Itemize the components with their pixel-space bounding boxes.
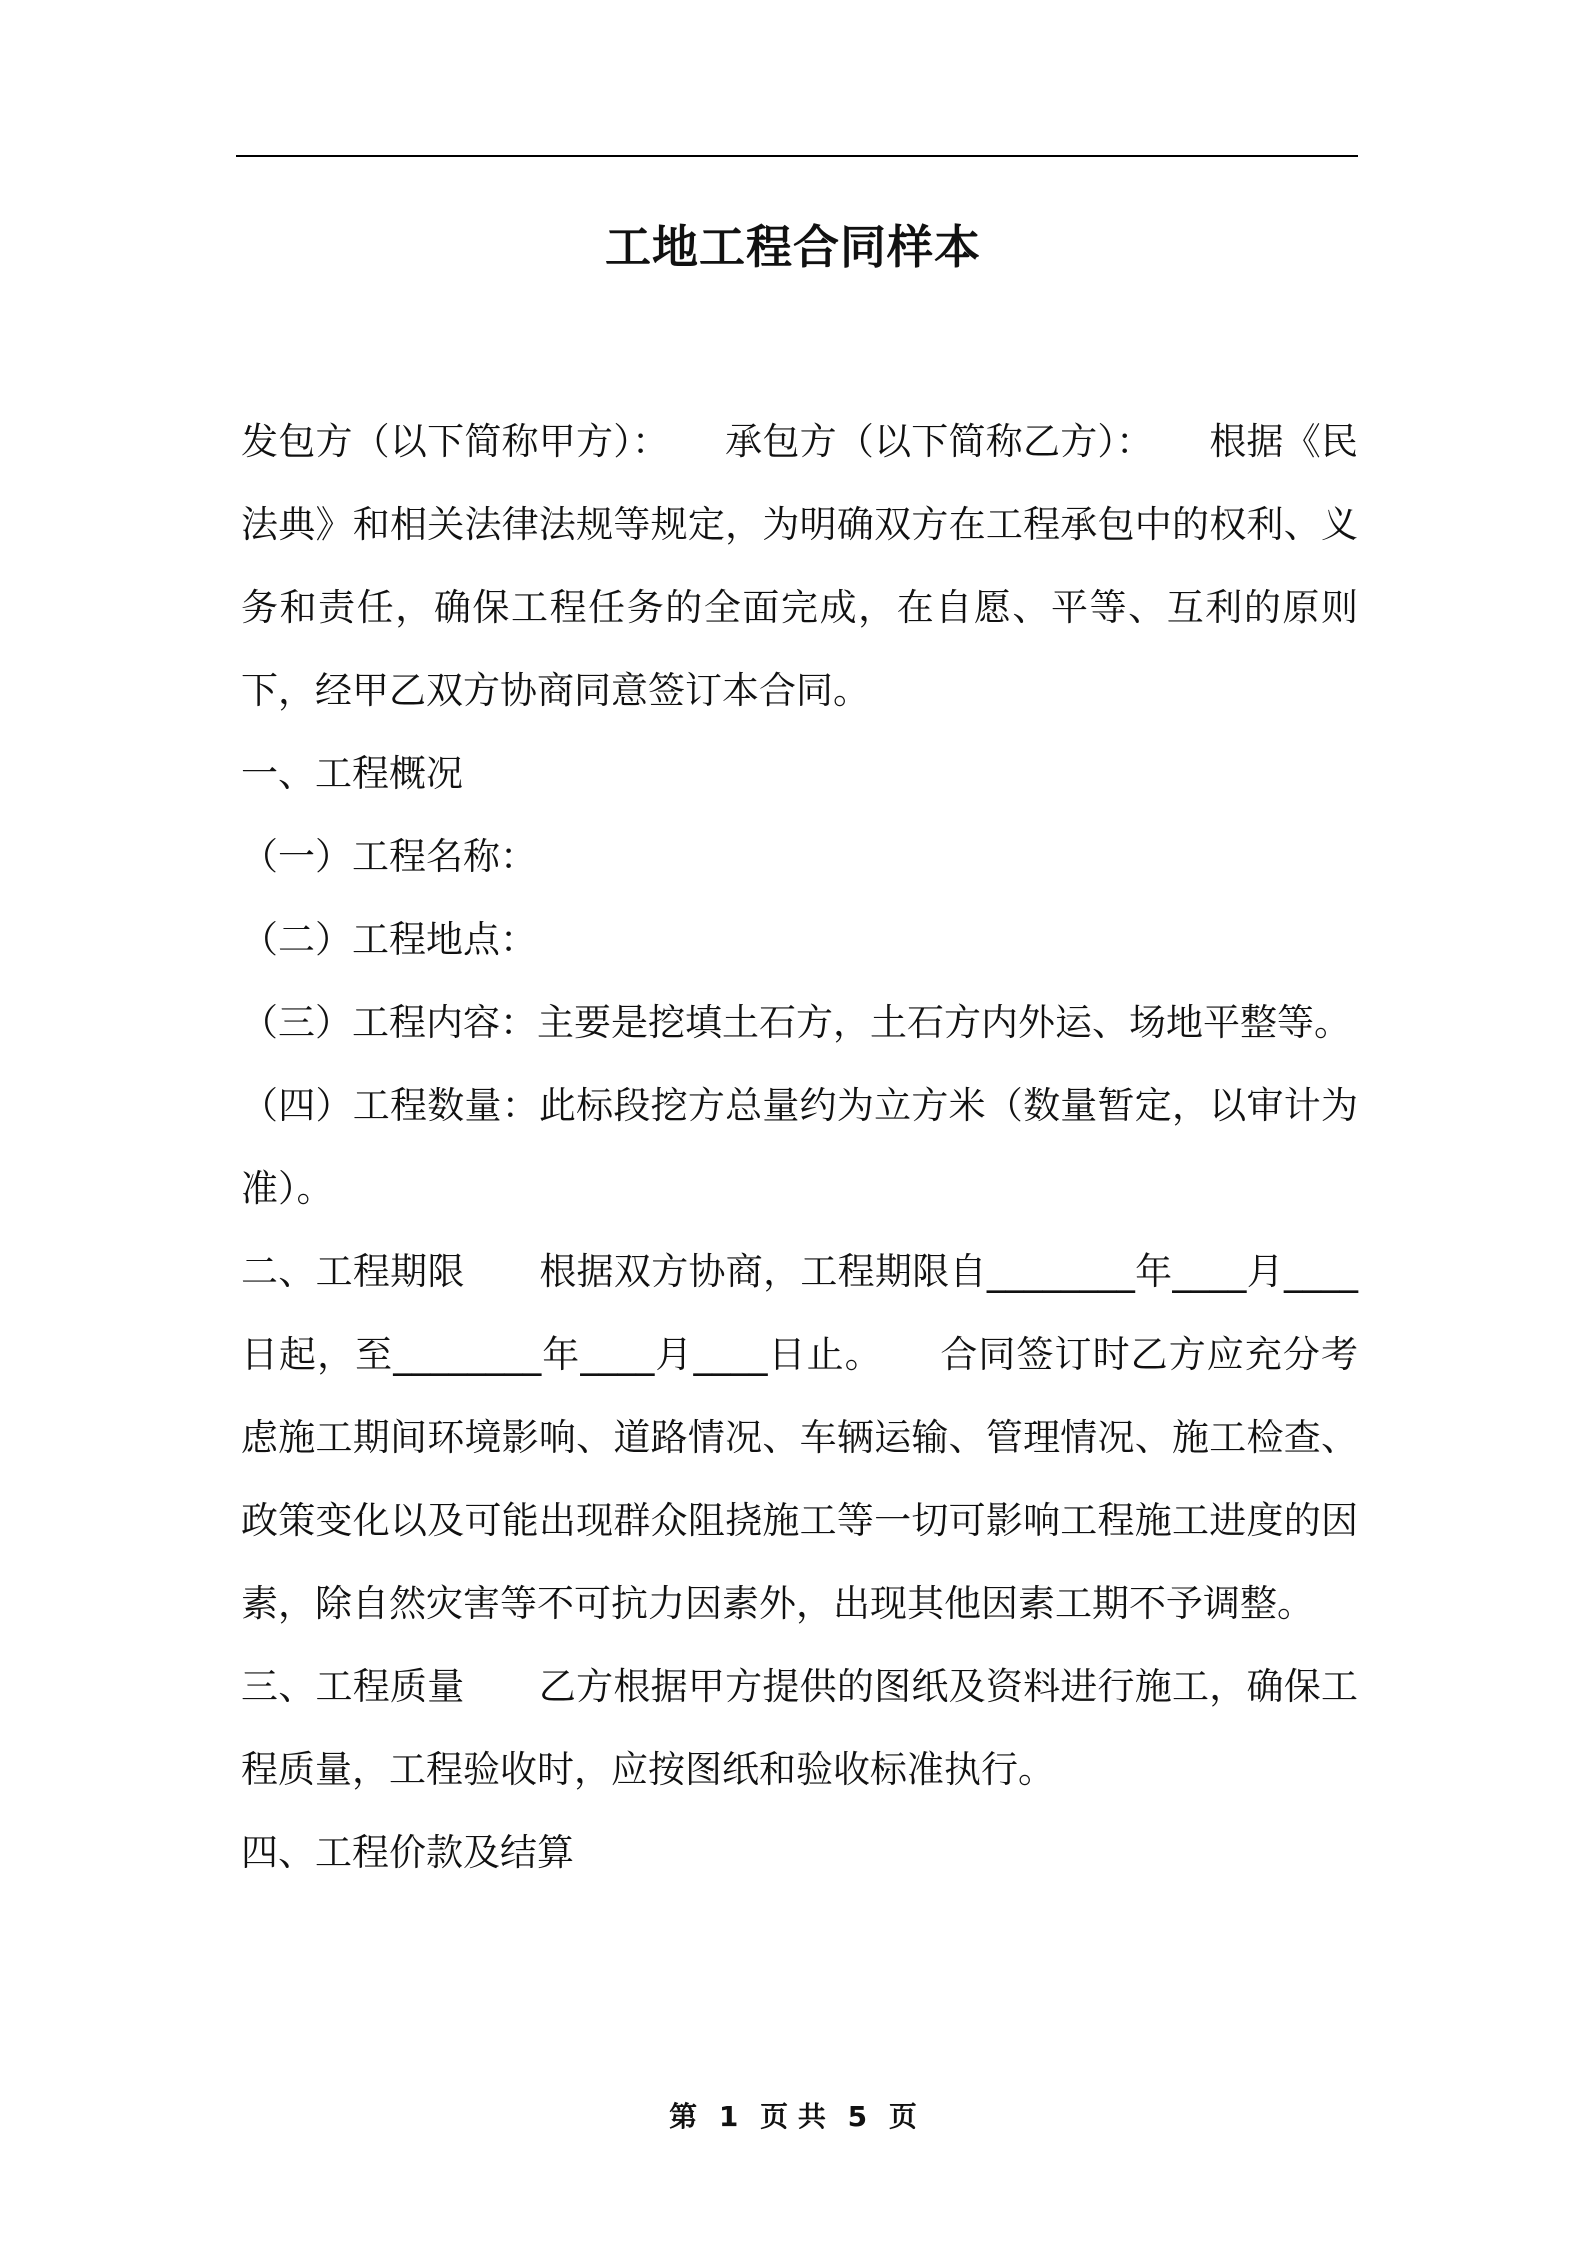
page-label-prefix: 第: [669, 2100, 698, 2133]
page-label-suffix: 页: [888, 2100, 917, 2133]
clause-project-location: （二）工程地点：: [241, 918, 537, 961]
section-project-period: 二、工程期限 根据双方协商，工程期限自________年____月____日起，至________年____月____日止。 合同签订时乙方应充分考虑施工期间环境影响、道路情况、车辆运输、管理情况、施工检查、政策变化以及可能出现群众阻挠施工等一切可影响工程施工进度的因素，除自然灾害等不可抗力因素外，出现其他因素工期不予调整。: [241, 1250, 1358, 1625]
clause-project-content: （三）工程内容：主要是挖填土石方，土石方内外运、场地平整等。: [241, 1001, 1351, 1044]
current-page-number: 1: [718, 2100, 739, 2133]
section-project-quality: 三、工程质量 乙方根据甲方提供的图纸及资料进行施工，确保工程质量，工程验收时，应按图纸和验收标准执行。: [241, 1665, 1358, 1791]
paragraph-parties-intro: 发包方（以下简称甲方）： 承包方（以下简称乙方）： 根据《民法典》和相关法律法规等规定，为明确双方在工程承包中的权利、义务和责任，确保工程任务的全面完成，在自愿、平等、互利的原则下，经甲乙双方协商同意签订本合同。: [241, 420, 1358, 712]
document-title: 工地工程合同样本: [605, 220, 981, 274]
page-label-mid: 页 共: [760, 2100, 826, 2133]
document-body: [241, 400, 1358, 1894]
section-heading-price-settlement: 四、工程价款及结算: [241, 1831, 574, 1874]
total-pages-number: 5: [847, 2100, 868, 2133]
section-heading-overview: 一、工程概况: [241, 752, 463, 795]
header-rule: [236, 155, 1358, 157]
page-footer: [0, 2097, 1586, 2137]
clause-project-name: （一）工程名称：: [241, 835, 537, 878]
clause-project-quantity: （四）工程数量：此标段挖方总量约为立方米（数量暂定，以审计为准）。: [241, 1084, 1358, 1210]
